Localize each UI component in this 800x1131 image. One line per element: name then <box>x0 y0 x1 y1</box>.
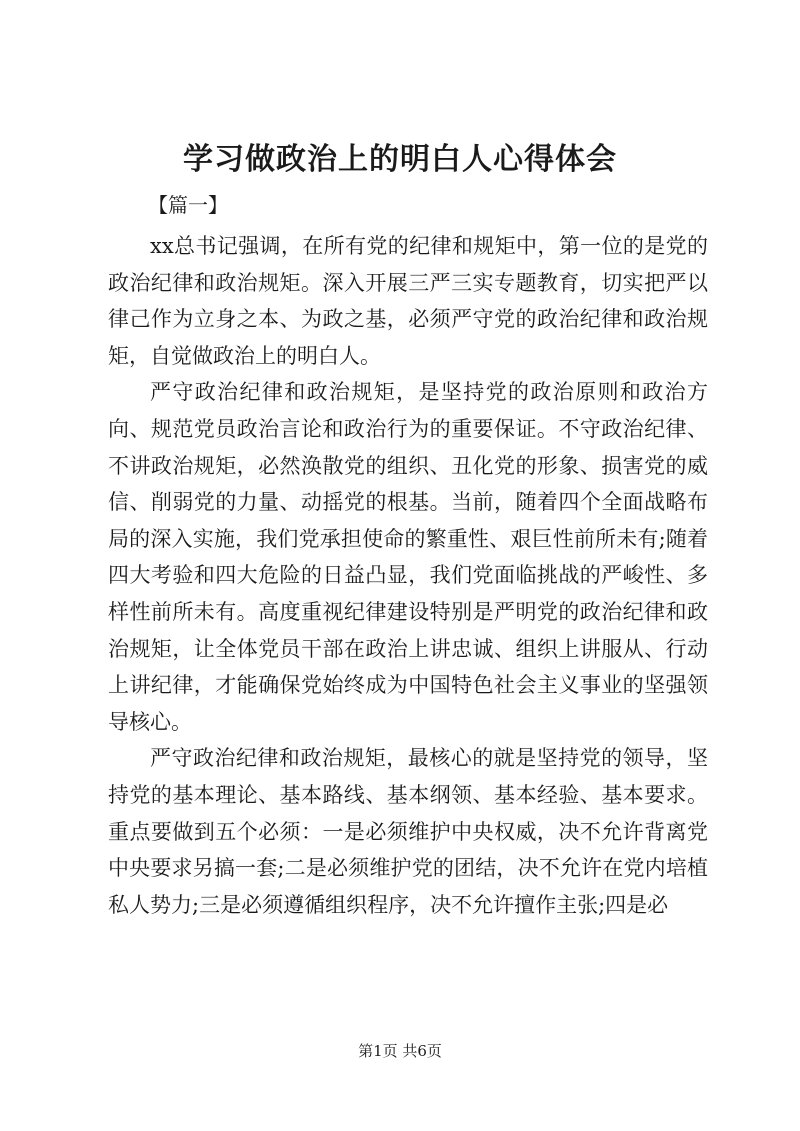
paragraph: 严守政治纪律和政治规矩，是坚持党的政治原则和政治方向、规范党员政治言论和政治行为的重要保证。不守政治纪律、不讲政治规矩，必然涣散党的组织、丑化党的形象、损害党的威信、削弱党的力量、动摇党的根基。当前，随着四个全面战略布局的深入实施，我们党承担使命的繁重性、艰巨性前所未有;随着四大考验和四大危险的日益凸显，我们党面临挑战的严峻性、多样性前所未有。高度重视纪律建设特别是严明党的政治纪律和政治规矩，让全体党员干部在政治上讲忠诚、组织上讲服从、行动上讲纪律，才能确保党始终成为中国特色社会主义事业的坚强领导核心。 <box>108 380 708 734</box>
document-body <box>108 228 708 923</box>
section-label: 【篇一】 <box>148 193 228 217</box>
paragraph: xx总书记强调，在所有党的纪律和规矩中，第一位的是党的政治纪律和政治规矩。深入开展三严三实专题教育，切实把严以律己作为立身之本、为政之基，必须严守党的政治纪律和政治规矩，自觉做政治上的明白人。 <box>108 234 708 368</box>
page-footer: 第1页 共6页 <box>358 1042 442 1060</box>
paragraph: 严守政治纪律和政治规矩，最核心的就是坚持党的领导，坚持党的基本理论、基本路线、基本纲领、基本经验、基本要求。重点要做到五个必须：一是必须维护中央权威，决不允许背离党中央要求另搞一套;二是必须维护党的团结，决不允许在党内培植私人势力;三是必须遵循组织程序，决不允许擅作主张;四是必 <box>108 746 708 917</box>
document-title: 学习做政治上的明白人心得体会 <box>183 142 617 177</box>
